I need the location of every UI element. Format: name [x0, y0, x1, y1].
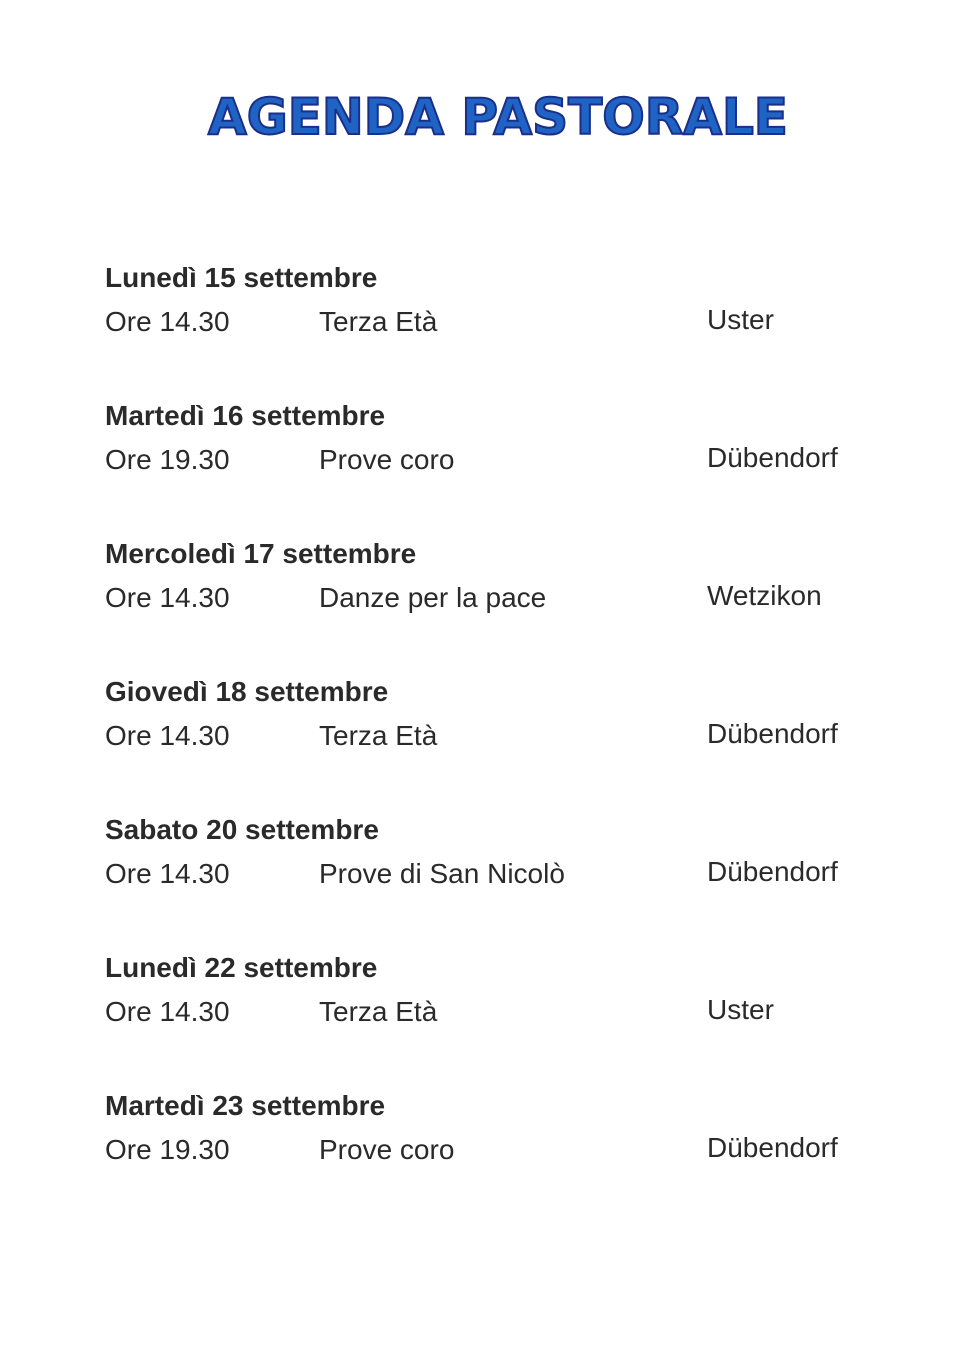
entry-day: Martedì 23 settembre	[105, 1090, 386, 1121]
entry-event: Prove di San Nicolò	[319, 858, 565, 889]
agenda-entry	[105, 676, 885, 814]
entry-day: Mercoledì 17 settembre	[105, 538, 417, 569]
entry-details	[105, 858, 885, 894]
agenda-entry	[105, 262, 885, 400]
entry-time: Ore 14.30	[105, 306, 230, 337]
entry-place: Wetzikon	[707, 580, 822, 611]
entry-details	[105, 444, 885, 480]
agenda-entry	[105, 814, 885, 952]
entry-event: Prove coro	[319, 444, 455, 475]
entry-details	[105, 720, 885, 756]
entry-place: Uster	[707, 994, 774, 1025]
entry-time: Ore 14.30	[105, 720, 230, 751]
entry-time: Ore 14.30	[105, 996, 230, 1027]
entry-details	[105, 306, 885, 342]
entry-time: Ore 19.30	[105, 1134, 230, 1165]
entry-place: Dübendorf	[707, 718, 838, 749]
entry-time: Ore 14.30	[105, 858, 230, 889]
agenda-entry	[105, 538, 885, 676]
entry-event: Terza Età	[319, 996, 438, 1027]
page-title: AGENDA PASTORALE	[208, 88, 788, 146]
entry-place: Uster	[707, 304, 774, 335]
entry-day: Lunedì 15 settembre	[105, 262, 378, 293]
entry-details	[105, 1134, 885, 1170]
agenda-entry	[105, 1090, 885, 1228]
entry-place: Dübendorf	[707, 856, 838, 887]
entry-details	[105, 996, 885, 1032]
agenda-entry	[105, 400, 885, 538]
agenda-list	[105, 262, 885, 1228]
entry-event: Danze per la pace	[319, 582, 547, 613]
agenda-entry	[105, 952, 885, 1090]
entry-day: Giovedì 18 settembre	[105, 676, 389, 707]
entry-day: Lunedì 22 settembre	[105, 952, 378, 983]
entry-day: Martedì 16 settembre	[105, 400, 386, 431]
entry-place: Dübendorf	[707, 1132, 838, 1163]
entry-place: Dübendorf	[707, 442, 838, 473]
entry-time: Ore 19.30	[105, 444, 230, 475]
entry-time: Ore 14.30	[105, 582, 230, 613]
entry-details	[105, 582, 885, 618]
entry-event: Terza Età	[319, 306, 438, 337]
entry-day: Sabato 20 settembre	[105, 814, 379, 845]
entry-event: Terza Età	[319, 720, 438, 751]
entry-event: Prove coro	[319, 1134, 455, 1165]
